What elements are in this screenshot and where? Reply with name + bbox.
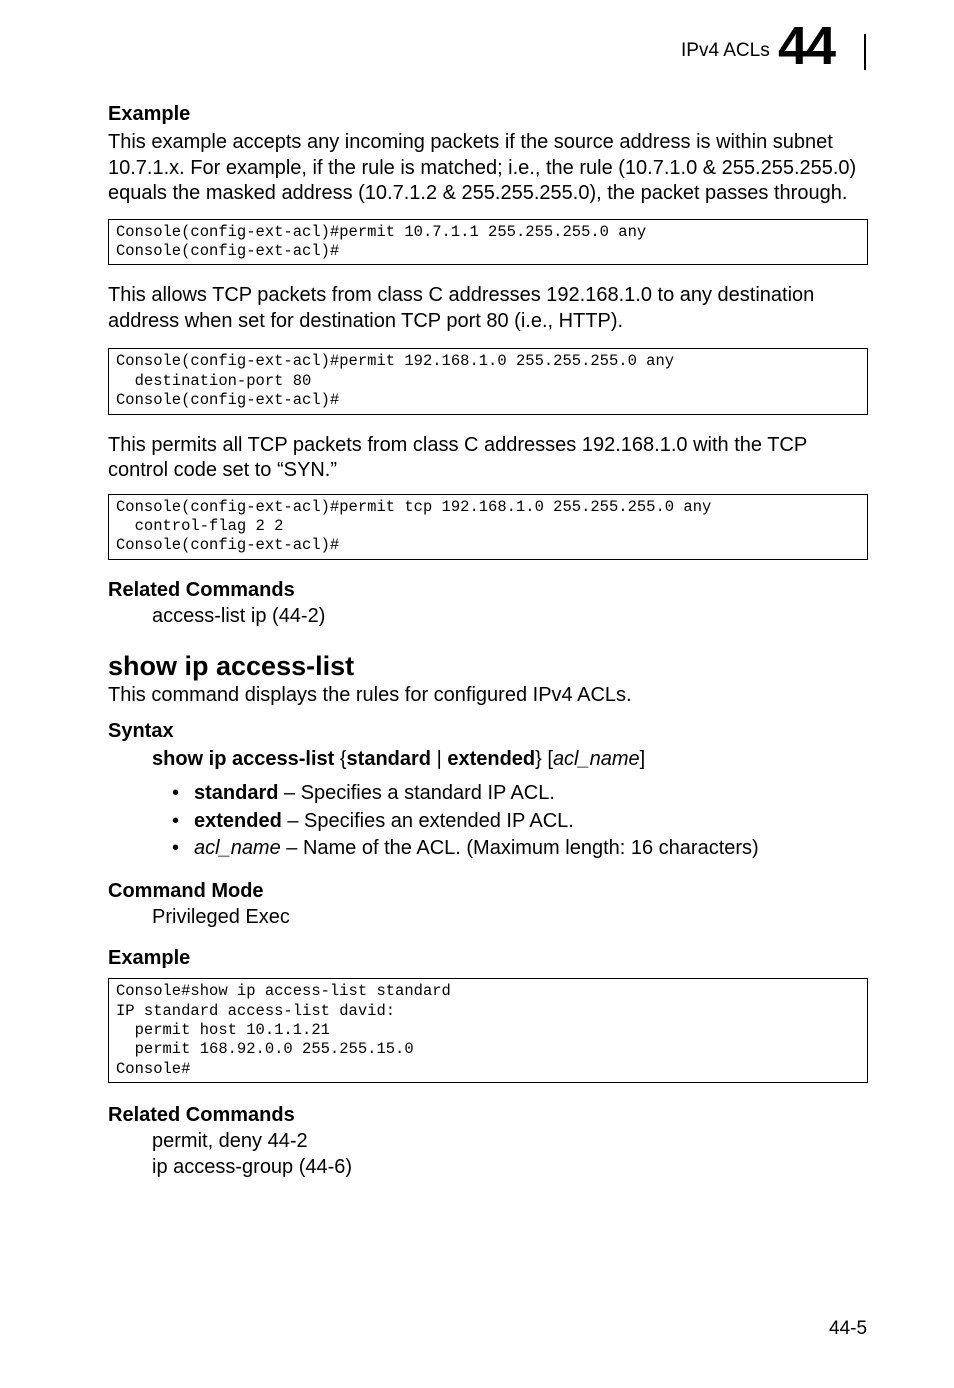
- syntax-line: show ip access-list {standard | extended} [acl_name]: [152, 747, 646, 770]
- syntax-option-standard: standard: [346, 747, 432, 770]
- syntax-param-acl-name: acl_name: [552, 747, 640, 770]
- parameter-list: [108, 780, 868, 863]
- related-command-item: permit, deny 44-2: [152, 1130, 308, 1153]
- list-item: • extended – Specifies an extended IP ACL.: [108, 808, 868, 836]
- list-item: • standard – Specifies a standard IP ACL.: [108, 780, 868, 808]
- related-command-item: access-list ip (44-2): [152, 604, 326, 627]
- syntax-option-extended: extended: [447, 747, 536, 770]
- header-rule: [864, 34, 866, 70]
- example-heading-2: Example: [108, 947, 191, 970]
- syntax-command: show ip access-list: [152, 747, 335, 770]
- command-mode-value: Privileged Exec: [152, 905, 290, 928]
- command-mode-heading: Command Mode: [108, 879, 264, 902]
- code-block-4: Console#show ip access-list standard IP standard access-list david: permit host 10.1.1.21 permit 168.92.0.0 255.255.15.0 Console#: [108, 978, 868, 1083]
- paragraph-tcp-http: This allows TCP packets from class C addresses 192.168.1.0 to any destination address when set for destination TCP port 80 (i.e., HTTP).: [108, 284, 815, 332]
- example-description: This example accepts any incoming packets if the source address is within subnet 10.7.1.x. For example, if the rule is matched; i.e., the rule (10.7.1.0 & 255.255.255.0) equals the masked address (10.7.1.2 & 255.255.255.0), the packet passes through.: [108, 131, 857, 204]
- command-title: show ip access-list: [108, 651, 355, 682]
- page-body: [108, 100, 868, 1180]
- page-number: 44-5: [829, 1318, 868, 1339]
- command-description: This command displays the rules for configured IPv4 ACLs.: [108, 684, 632, 707]
- code-block-3: Console(config-ext-acl)#permit tcp 192.168.1.0 255.255.255.0 any control-flag 2 2 Console(config-ext-acl)#: [108, 494, 868, 560]
- related-command-item: ip access-group (44-6): [152, 1155, 353, 1178]
- related-commands-heading-2: Related Commands: [108, 1104, 295, 1127]
- header-chapter-number: 44: [778, 16, 835, 76]
- syntax-heading: Syntax: [108, 719, 174, 742]
- code-block-1: Console(config-ext-acl)#permit 10.7.1.1 255.255.255.0 any Console(config-ext-acl)#: [108, 219, 868, 266]
- paragraph-tcp-syn: This permits all TCP packets from class C addresses 192.168.1.0 with the TCP control code set to “SYN.”: [108, 433, 807, 482]
- code-block-2: Console(config-ext-acl)#permit 192.168.1.0 255.255.255.0 any destination-port 80 Console(config-ext-acl)#: [108, 348, 868, 414]
- header-section-title: IPv4 ACLs: [681, 40, 770, 61]
- example-heading: Example: [108, 103, 191, 125]
- list-item: • acl_name – Name of the ACL. (Maximum length: 16 characters): [108, 835, 868, 863]
- related-commands-heading: Related Commands: [108, 578, 295, 601]
